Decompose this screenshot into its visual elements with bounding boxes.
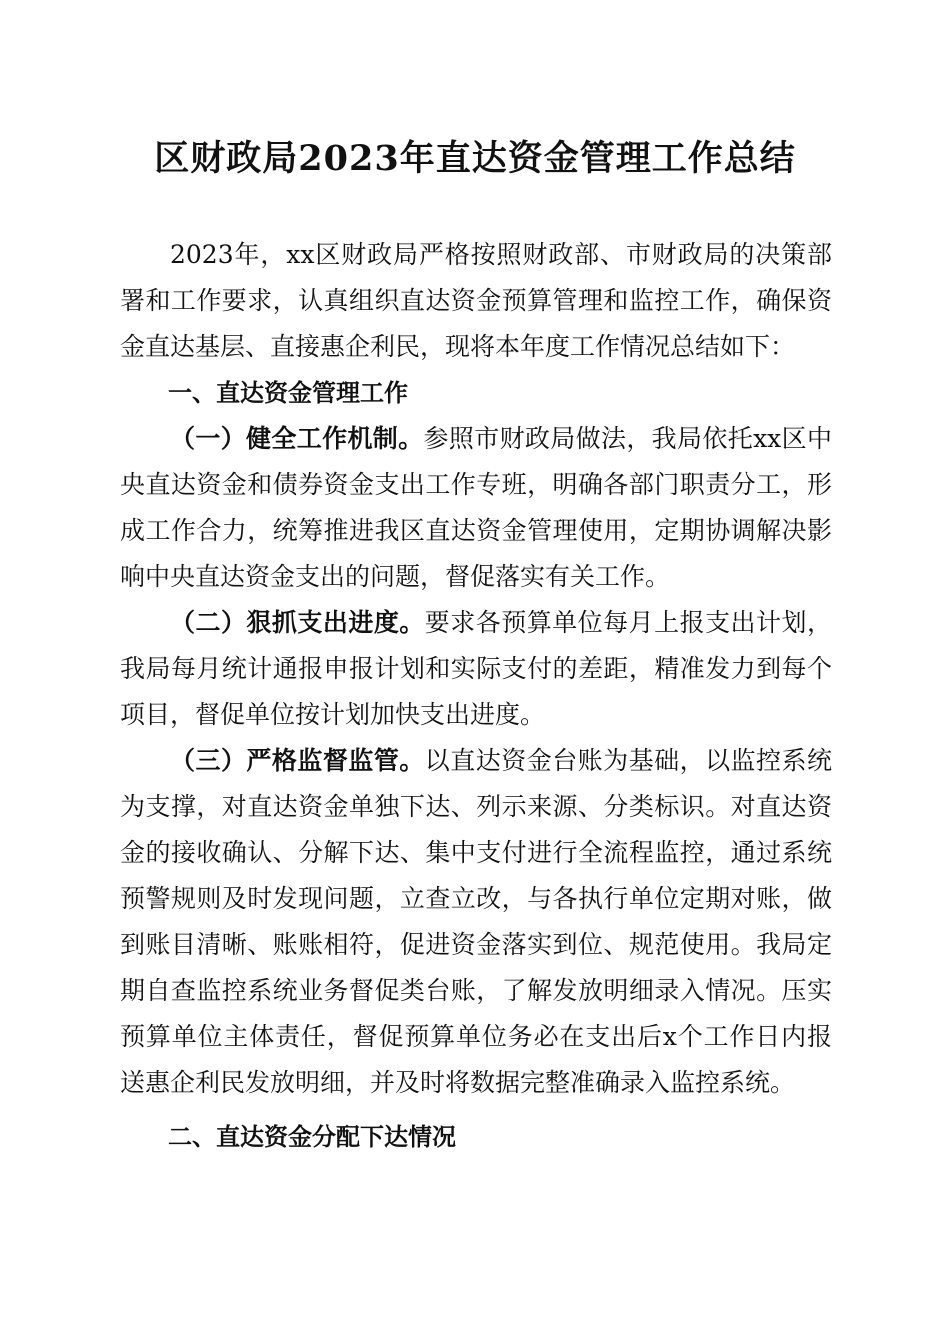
item-lead-3: （三）严格监督监管。	[170, 746, 425, 775]
document-title: 区财政局2023年直达资金管理工作总结	[154, 138, 796, 179]
document-body	[120, 232, 832, 1160]
intro-paragraph: 2023年，xx区财政局严格按照财政部、市财政局的决策部署和工作要求，认真组织直达资金预算管理和监控工作，确保资金直达基层、直接惠企利民，现将本年度工作情况总结如下：	[120, 240, 832, 361]
section-heading-2: 二、直达资金分配下达情况	[168, 1123, 456, 1151]
item-lead-2: （二）狠抓支出进度。	[170, 608, 425, 637]
item-text-3: 以直达资金台账为基础，以监控系统为支撑，对直达资金单独下达、列示来源、分类标识。对直达资金的接收确认、分解下达、集中支付进行全流程监控，通过系统预警规则及时发现问题，立查立改，与各执行单位定期对账，做到账目清晰、账账相符，促进资金落实到位、规范使用。我局定期自查监控系统业务督促类台账，了解发放明细录入情况。压实预算单位主体责任，督促预算单位务必在支出后x个工作日内报送惠企利民发放明细，并及时将数据完整准确录入监控系统。	[120, 746, 832, 1097]
item-text-2: 要求各预算单位每月上报支出计划，我局每月统计通报申报计划和实际支付的差距，精准发力到每个项目，督促单位按计划加快支出进度。	[120, 608, 832, 729]
item-lead-1: （一）健全工作机制。	[170, 424, 424, 453]
item-text-1: 参照市财政局做法，我局依托xx区中央直达资金和债券资金支出工作专班，明确各部门职责分工，形成工作合力，统筹推进我区直达资金管理使用，定期协调解决影响中央直达资金支出的问题，督促落实有关工作。	[120, 424, 832, 591]
section-heading-1: 一、直达资金管理工作	[168, 379, 408, 407]
item-paragraph-3	[120, 738, 832, 1106]
item-paragraph-1	[120, 416, 832, 600]
item-paragraph-2	[120, 600, 832, 738]
